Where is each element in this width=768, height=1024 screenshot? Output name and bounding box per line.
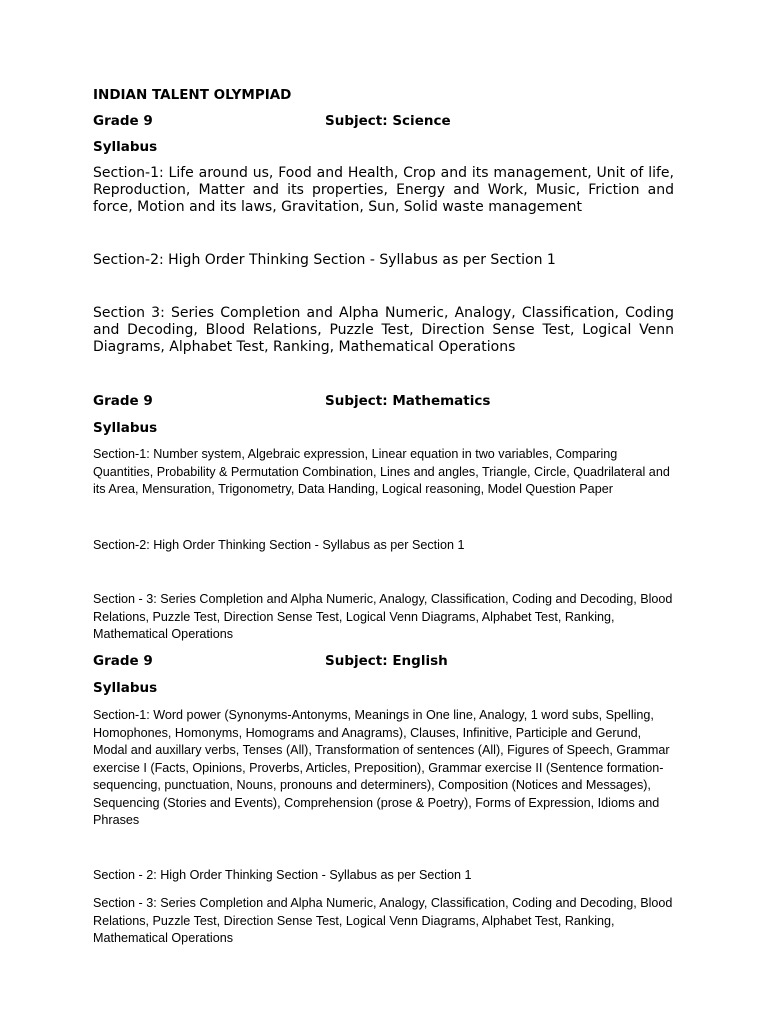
grade-label: Grade 9: [93, 393, 153, 409]
mathematics-section-1: Section-1: Number system, Algebraic expression, Linear equation in two variables, Comparing Quantities, Probability & Permutation Combination, Lines and angles, Triangle, Circle, Quadrilateral and its Area, Mensuration, Trigonometry, Data Handing, Logical reasoning, Model Question Paper: [93, 447, 670, 496]
science-section-1: Section-1: Life around us, Food and Health, Crop and its management, Unit of life, Reproduction, Matter and its properties, Energy and Work, Music, Friction and force, Motion and its laws, Gravitation, Sun, Solid waste management: [93, 165, 674, 215]
mathematics-section-3: Section - 3: Series Completion and Alpha Numeric, Analogy, Classification, Coding and Decoding, Blood Relations, Puzzle Test, Direction Sense Test, Logical Venn Diagrams, Alphabet Test, Ranking, Mathematical Operations: [93, 592, 673, 641]
document-title: INDIAN TALENT OLYMPIAD: [93, 87, 292, 103]
english-header: [93, 653, 674, 670]
science-header: [93, 113, 674, 130]
subject-label: Subject: Science: [325, 113, 451, 129]
english-section-3: Section - 3: Series Completion and Alpha Numeric, Analogy, Classification, Coding and Decoding, Blood Relations, Puzzle Test, Direction Sense Test, Logical Venn Diagrams, Alphabet Test, Ranking, Mathematical Operations: [93, 896, 673, 945]
mathematics-header: [93, 393, 674, 410]
mathematics-section-2: Section-2: High Order Thinking Section - Syllabus as per Section 1: [93, 538, 465, 552]
english-section-1: Section-1: Word power (Synonyms-Antonyms, Meanings in One line, Analogy, 1 word subs, Spelling, Homophones, Homonyms, Homograms and Anagrams), Clauses, Infinitive, Participle and Gerund, Modal and auxillary verbs, Tenses (All), Transformation of sentences (All), Figures of Speech, Grammar exercise I (Facts, Opinions, Proverbs, Articles, Preposition), Grammar exercise II (Sentence formation-sequencing, punctuation, Nouns, pronouns and determiners), Composition (Notices and Messages), Sequencing (Stories and Events), Comprehension (prose & Poetry), Forms of Expression, Idioms and Phrases: [93, 708, 670, 827]
english-section-2: Section - 2: High Order Thinking Section - Syllabus as per Section 1: [93, 868, 472, 882]
subject-label: Subject: Mathematics: [325, 393, 491, 409]
subject-label: Subject: English: [325, 653, 448, 669]
syllabus-heading: Syllabus: [93, 420, 158, 436]
syllabus-heading: Syllabus: [93, 680, 158, 696]
science-section-2: Section-2: High Order Thinking Section - Syllabus as per Section 1: [93, 252, 556, 268]
science-section-3: Section 3: Series Completion and Alpha Numeric, Analogy, Classification, Coding and Decoding, Blood Relations, Puzzle Test, Direction Sense Test, Logical Venn Diagrams, Alphabet Test, Ranking, Mathematical Operations: [93, 305, 674, 355]
syllabus-heading: Syllabus: [93, 139, 158, 155]
grade-label: Grade 9: [93, 113, 153, 129]
grade-label: Grade 9: [93, 653, 153, 669]
